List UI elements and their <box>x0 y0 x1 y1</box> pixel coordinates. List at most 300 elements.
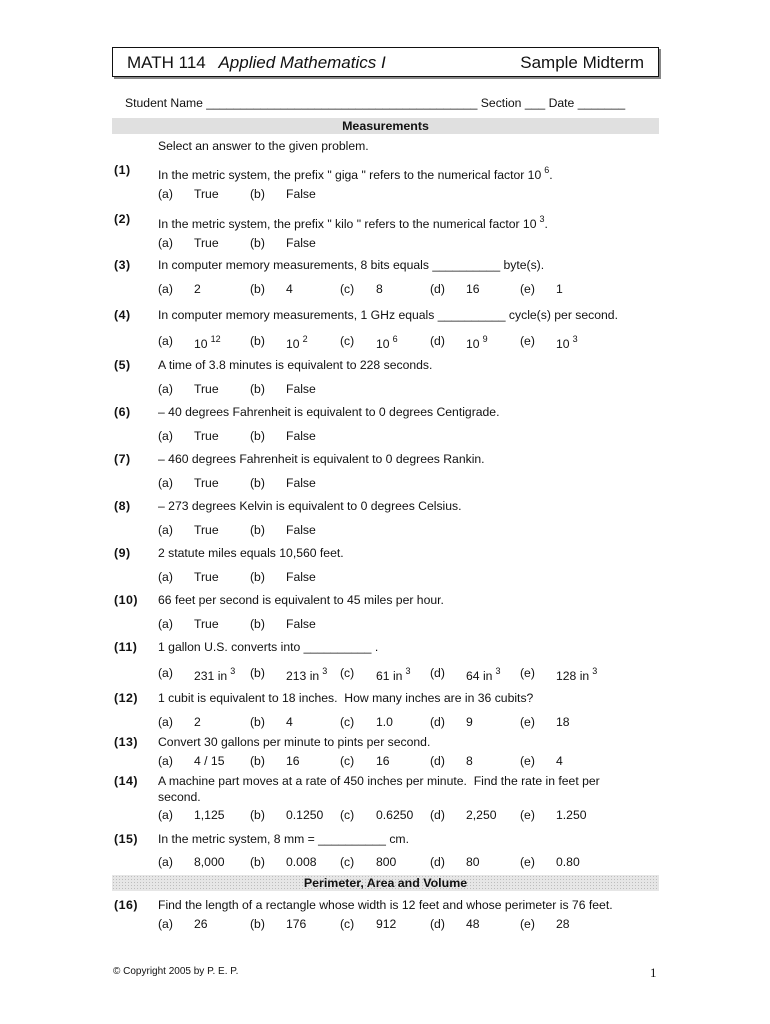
option-value <box>286 334 308 351</box>
answer-options <box>158 523 628 541</box>
option-letter: (d) <box>430 666 445 680</box>
answer-option[interactable] <box>340 808 414 822</box>
option-value <box>556 715 570 729</box>
question-text <box>158 773 638 805</box>
option-value-text: 10 <box>286 337 300 351</box>
question-stem: In computer memory measurements, 1 GHz equals __________ cycle(s) per second. <box>158 308 618 322</box>
option-letter: (e) <box>520 334 535 348</box>
question-number: (11) <box>114 640 138 654</box>
option-value <box>466 754 473 768</box>
option-value <box>556 808 587 822</box>
option-letter: (d) <box>430 282 445 296</box>
option-letter: (b) <box>250 282 265 296</box>
option-letter: (e) <box>520 917 535 931</box>
option-value <box>556 282 563 296</box>
option-letter: (b) <box>250 523 265 537</box>
question-number: (5) <box>114 358 131 372</box>
answer-option[interactable] <box>158 187 219 201</box>
answer-option[interactable] <box>158 523 219 537</box>
option-letter: (b) <box>250 754 265 768</box>
question-number: (6) <box>114 405 131 419</box>
question-text <box>158 162 638 183</box>
course-heading <box>127 53 386 73</box>
answer-option[interactable] <box>430 855 480 869</box>
option-value-text: 9 <box>466 715 473 729</box>
option-value-text: 0.008 <box>286 855 317 869</box>
option-value <box>556 666 597 683</box>
option-letter: (c) <box>340 282 355 296</box>
answer-option[interactable] <box>250 334 308 351</box>
question-suffix: . <box>544 217 548 231</box>
option-value <box>194 523 219 537</box>
exam-header <box>112 47 659 77</box>
option-letter: (c) <box>340 917 355 931</box>
option-exponent: 3 <box>495 666 501 676</box>
option-value-text: 26 <box>194 917 208 931</box>
answer-option[interactable] <box>158 382 219 396</box>
question-number: (14) <box>114 774 139 788</box>
option-letter: (c) <box>340 666 355 680</box>
question-text <box>158 592 638 608</box>
option-value-text: 0.1250 <box>286 808 324 822</box>
question-stem: 66 feet per second is equivalent to 45 miles per hour. <box>158 593 444 607</box>
question-text <box>158 211 638 232</box>
answer-option[interactable] <box>430 754 473 768</box>
option-letter: (a) <box>158 855 173 869</box>
answer-option[interactable] <box>520 855 580 869</box>
option-letter: (d) <box>430 855 445 869</box>
option-letter: (b) <box>250 429 265 443</box>
option-letter: (e) <box>520 855 535 869</box>
answer-options <box>158 715 628 733</box>
answer-option[interactable] <box>250 382 316 396</box>
option-value <box>286 187 316 201</box>
question-text <box>158 734 638 750</box>
option-value-text: 2 <box>194 282 201 296</box>
answer-option[interactable] <box>340 917 397 931</box>
option-value-text: True <box>194 570 219 584</box>
question-suffix: . <box>549 168 553 182</box>
option-value <box>376 917 396 931</box>
option-letter: (b) <box>250 666 265 680</box>
option-value-text: True <box>194 476 219 490</box>
option-value-text: 48 <box>466 917 480 931</box>
option-exponent: 12 <box>210 334 221 344</box>
answer-options <box>158 666 628 684</box>
exam-name: Sample Midterm <box>520 53 644 72</box>
option-letter: (a) <box>158 382 173 396</box>
question-text <box>158 404 638 420</box>
question-number: (13) <box>114 735 139 749</box>
answer-option[interactable] <box>250 617 316 631</box>
option-letter: (e) <box>520 282 535 296</box>
option-letter: (a) <box>158 476 173 490</box>
option-value <box>194 236 219 250</box>
option-value <box>556 754 563 768</box>
answer-option[interactable] <box>158 617 219 631</box>
option-value <box>194 476 219 490</box>
option-letter: (a) <box>158 666 173 680</box>
answer-option[interactable] <box>520 808 587 822</box>
answer-option[interactable] <box>158 334 221 351</box>
question-stem: In computer memory measurements, 8 bits equals __________ byte(s). <box>158 258 545 272</box>
option-value <box>376 334 398 351</box>
option-value <box>194 808 225 822</box>
option-value-text: 10 <box>466 337 480 351</box>
option-letter: (a) <box>158 523 173 537</box>
option-value-text: 2,250 <box>466 808 497 822</box>
answer-option[interactable] <box>340 282 383 296</box>
option-value <box>556 855 580 869</box>
answer-options <box>158 334 628 352</box>
option-letter: (e) <box>520 754 535 768</box>
option-exponent: 3 <box>572 334 578 344</box>
answer-option[interactable] <box>158 808 225 822</box>
question-stem: 1 cubit is equivalent to 18 inches. How many inches are in 36 cubits? <box>158 691 534 705</box>
answer-option[interactable] <box>158 666 236 683</box>
option-value <box>466 917 480 931</box>
option-value-text: 8,000 <box>194 855 225 869</box>
option-value-text: True <box>194 236 219 250</box>
option-value-text: 213 in <box>286 669 320 683</box>
option-value-text: 10 <box>376 337 390 351</box>
option-letter: (a) <box>158 754 173 768</box>
question-text <box>158 831 638 847</box>
answer-option[interactable] <box>158 754 225 768</box>
option-letter: (e) <box>520 808 535 822</box>
option-value-text: True <box>194 187 219 201</box>
answer-option[interactable] <box>158 282 201 296</box>
option-value <box>194 917 208 931</box>
option-letter: (b) <box>250 715 265 729</box>
option-letter: (e) <box>520 666 535 680</box>
answer-option[interactable] <box>520 666 598 683</box>
option-value <box>286 282 293 296</box>
answer-options <box>158 236 628 254</box>
option-value-text: 2 <box>194 715 201 729</box>
option-letter: (b) <box>250 570 265 584</box>
option-value <box>194 382 219 396</box>
course-title: Applied Mathematics I <box>218 53 386 72</box>
option-value-text: 61 in <box>376 669 403 683</box>
answer-option[interactable] <box>520 715 570 729</box>
option-value <box>286 617 316 631</box>
answer-options <box>158 917 628 935</box>
question-stem: Convert 30 gallons per minute to pints per second. <box>158 735 431 749</box>
option-value-text: 176 <box>286 917 307 931</box>
option-value-text: 18 <box>556 715 570 729</box>
option-value-text: 4 <box>286 282 293 296</box>
question-text <box>158 451 638 467</box>
exponent: 3 <box>539 214 545 224</box>
answer-option[interactable] <box>158 570 219 584</box>
option-value <box>466 334 488 351</box>
answer-option[interactable] <box>158 715 201 729</box>
option-value <box>194 754 225 768</box>
question-number: (4) <box>114 308 131 322</box>
option-letter: (b) <box>250 855 265 869</box>
answer-option[interactable] <box>340 855 397 869</box>
section-heading-measurements: Measurements <box>112 118 659 134</box>
question-text <box>158 257 638 273</box>
option-value <box>376 754 390 768</box>
question-stem: In the metric system, the prefix " kilo " refers to the numerical factor 10 <box>158 217 537 231</box>
question-number: (8) <box>114 499 131 513</box>
option-value-text: 4 / 15 <box>194 754 225 768</box>
answer-option[interactable] <box>430 715 473 729</box>
option-value-text: True <box>194 382 219 396</box>
question-stem: In the metric system, 8 mm = __________ cm. <box>158 832 409 846</box>
answer-option[interactable] <box>158 855 225 869</box>
answer-option[interactable] <box>250 808 324 822</box>
option-letter: (a) <box>158 715 173 729</box>
option-value-text: True <box>194 523 219 537</box>
option-value <box>194 617 219 631</box>
option-value <box>194 334 221 351</box>
option-letter: (d) <box>430 334 445 348</box>
option-value-text: 4 <box>556 754 563 768</box>
option-value-text: 10 <box>194 337 208 351</box>
question-stem: – 460 degrees Fahrenheit is equivalent to 0 degrees Rankin. <box>158 452 485 466</box>
student-info-line: Student Name ________________________________________ Section ___ Date _______ <box>125 96 626 110</box>
option-value-text: False <box>286 476 316 490</box>
option-value-text: True <box>194 617 219 631</box>
question-stem: A machine part moves at a rate of 450 inches per minute. Find the rate in feet per second. <box>158 774 604 804</box>
answer-option[interactable] <box>250 917 307 931</box>
option-value-text: False <box>286 382 316 396</box>
option-value-text: 128 in <box>556 669 590 683</box>
option-exponent: 6 <box>392 334 398 344</box>
answer-option[interactable] <box>520 334 578 351</box>
option-value-text: 0.6250 <box>376 808 414 822</box>
answer-option[interactable] <box>158 917 208 931</box>
answer-options <box>158 754 628 772</box>
option-letter: (c) <box>340 715 355 729</box>
option-value <box>286 429 316 443</box>
option-exponent: 3 <box>230 666 236 676</box>
option-letter: (b) <box>250 476 265 490</box>
answer-option[interactable] <box>430 917 480 931</box>
answer-option[interactable] <box>250 476 316 490</box>
option-value <box>286 855 317 869</box>
answer-options <box>158 808 628 826</box>
answer-option[interactable] <box>158 236 219 250</box>
answer-option[interactable] <box>340 666 411 683</box>
answer-options <box>158 382 628 400</box>
answer-option[interactable] <box>250 715 293 729</box>
question-number: (16) <box>114 898 139 912</box>
exponent: 6 <box>544 165 550 175</box>
question-stem: A time of 3.8 minutes is equivalent to 228 seconds. <box>158 358 433 372</box>
answer-option[interactable] <box>430 282 480 296</box>
option-value-text: False <box>286 617 316 631</box>
option-value-text: 4 <box>286 715 293 729</box>
answer-options <box>158 570 628 588</box>
question-number: (7) <box>114 452 131 466</box>
answer-option[interactable] <box>250 754 300 768</box>
question-text <box>158 307 638 323</box>
answer-options <box>158 282 628 300</box>
option-letter: (a) <box>158 570 173 584</box>
answer-options <box>158 855 628 873</box>
option-letter: (c) <box>340 334 355 348</box>
option-value-text: 912 <box>376 917 397 931</box>
option-value <box>376 855 396 869</box>
answer-option[interactable] <box>430 808 497 822</box>
option-value <box>286 570 316 584</box>
answer-option[interactable] <box>158 429 219 443</box>
answer-option[interactable] <box>250 429 316 443</box>
question-number: (3) <box>114 258 131 272</box>
option-letter: (a) <box>158 236 173 250</box>
answer-option[interactable] <box>430 666 501 683</box>
option-letter: (e) <box>520 715 535 729</box>
option-value <box>286 917 306 931</box>
option-exponent: 3 <box>592 666 598 676</box>
question-number: (12) <box>114 691 139 705</box>
question-number: (2) <box>114 212 131 226</box>
option-value <box>194 666 235 683</box>
section-heading-perimeter: Perimeter, Area and Volume <box>112 875 659 891</box>
question-stem: In the metric system, the prefix " giga " refers to the numerical factor 10 <box>158 168 542 182</box>
option-letter: (c) <box>340 754 355 768</box>
answer-option[interactable] <box>250 236 316 250</box>
option-letter: (d) <box>430 754 445 768</box>
answer-option[interactable] <box>340 715 393 729</box>
option-value-text: 1 <box>556 282 563 296</box>
option-exponent: 2 <box>302 334 308 344</box>
option-value-text: False <box>286 236 316 250</box>
option-value <box>286 808 323 822</box>
question-text <box>158 639 638 655</box>
option-letter: (b) <box>250 808 265 822</box>
option-value <box>286 236 316 250</box>
option-letter: (b) <box>250 917 265 931</box>
option-value-text: 16 <box>376 754 390 768</box>
answer-option[interactable] <box>250 666 328 683</box>
question-text <box>158 545 638 561</box>
option-value <box>194 570 219 584</box>
question-number: (15) <box>114 832 139 846</box>
option-value-text: False <box>286 570 316 584</box>
option-value-text: 10 <box>556 337 570 351</box>
option-value-text: 28 <box>556 917 570 931</box>
option-letter: (a) <box>158 617 173 631</box>
option-value-text: 1,125 <box>194 808 225 822</box>
option-value <box>466 855 480 869</box>
question-text <box>158 498 638 514</box>
option-value <box>466 666 500 683</box>
option-value <box>466 808 497 822</box>
answer-option[interactable] <box>340 754 390 768</box>
option-value-text: 231 in <box>194 669 228 683</box>
answer-options <box>158 617 628 635</box>
answer-option[interactable] <box>250 282 293 296</box>
option-value-text: False <box>286 429 316 443</box>
option-value <box>286 754 300 768</box>
option-value <box>286 523 316 537</box>
option-letter: (b) <box>250 236 265 250</box>
question-text <box>158 690 638 706</box>
answer-option[interactable] <box>430 334 488 351</box>
option-value <box>466 715 473 729</box>
option-value-text: 800 <box>376 855 397 869</box>
option-letter: (c) <box>340 808 355 822</box>
answer-options <box>158 429 628 447</box>
answer-option[interactable] <box>520 754 563 768</box>
option-value-text: True <box>194 429 219 443</box>
option-letter: (a) <box>158 808 173 822</box>
option-letter: (d) <box>430 917 445 931</box>
answer-option[interactable] <box>250 187 316 201</box>
question-stem: 2 statute miles equals 10,560 feet. <box>158 546 344 560</box>
course-code: MATH 114 <box>127 53 206 72</box>
answer-option[interactable] <box>250 523 316 537</box>
option-value <box>556 334 578 351</box>
option-value-text: 16 <box>286 754 300 768</box>
option-value <box>194 282 201 296</box>
option-exponent: 3 <box>322 666 328 676</box>
answer-option[interactable] <box>520 282 563 296</box>
question-text <box>158 357 638 373</box>
option-value <box>376 666 410 683</box>
answer-options <box>158 476 628 494</box>
option-letter: (b) <box>250 187 265 201</box>
option-value <box>466 282 480 296</box>
option-letter: (a) <box>158 282 173 296</box>
option-value <box>194 715 201 729</box>
option-value-text: 1.0 <box>376 715 393 729</box>
option-value <box>194 429 219 443</box>
question-stem: Find the length of a rectangle whose width is 12 feet and whose perimeter is 76 feet. <box>158 898 613 912</box>
option-value-text: 16 <box>466 282 480 296</box>
option-value <box>556 917 570 931</box>
option-letter: (a) <box>158 187 173 201</box>
answer-option[interactable] <box>340 334 398 351</box>
answer-option[interactable] <box>520 917 570 931</box>
question-number: (1) <box>114 163 131 177</box>
question-number: (9) <box>114 546 131 560</box>
option-value <box>286 666 327 683</box>
option-value <box>286 476 316 490</box>
option-value-text: 64 in <box>466 669 493 683</box>
option-letter: (c) <box>340 855 355 869</box>
answer-option[interactable] <box>250 570 316 584</box>
question-text <box>158 897 638 913</box>
option-letter: (a) <box>158 429 173 443</box>
question-stem: 1 gallon U.S. converts into __________ . <box>158 640 379 654</box>
option-exponent: 9 <box>482 334 488 344</box>
copyright-notice: © Copyright 2005 by P. E. P. <box>113 966 239 977</box>
option-letter: (b) <box>250 382 265 396</box>
question-stem: – 273 degrees Kelvin is equivalent to 0 degrees Celsius. <box>158 499 462 513</box>
option-value-text: 80 <box>466 855 480 869</box>
option-letter: (a) <box>158 334 173 348</box>
option-letter: (d) <box>430 715 445 729</box>
option-letter: (d) <box>430 808 445 822</box>
question-number: (10) <box>114 593 139 607</box>
option-letter: (b) <box>250 617 265 631</box>
option-value <box>376 282 383 296</box>
option-value-text: 8 <box>376 282 383 296</box>
option-value <box>286 382 316 396</box>
answer-option[interactable] <box>158 476 219 490</box>
answer-option[interactable] <box>250 855 317 869</box>
option-letter: (b) <box>250 334 265 348</box>
option-value-text: 8 <box>466 754 473 768</box>
answer-options <box>158 187 628 205</box>
option-value-text: 0.80 <box>556 855 580 869</box>
